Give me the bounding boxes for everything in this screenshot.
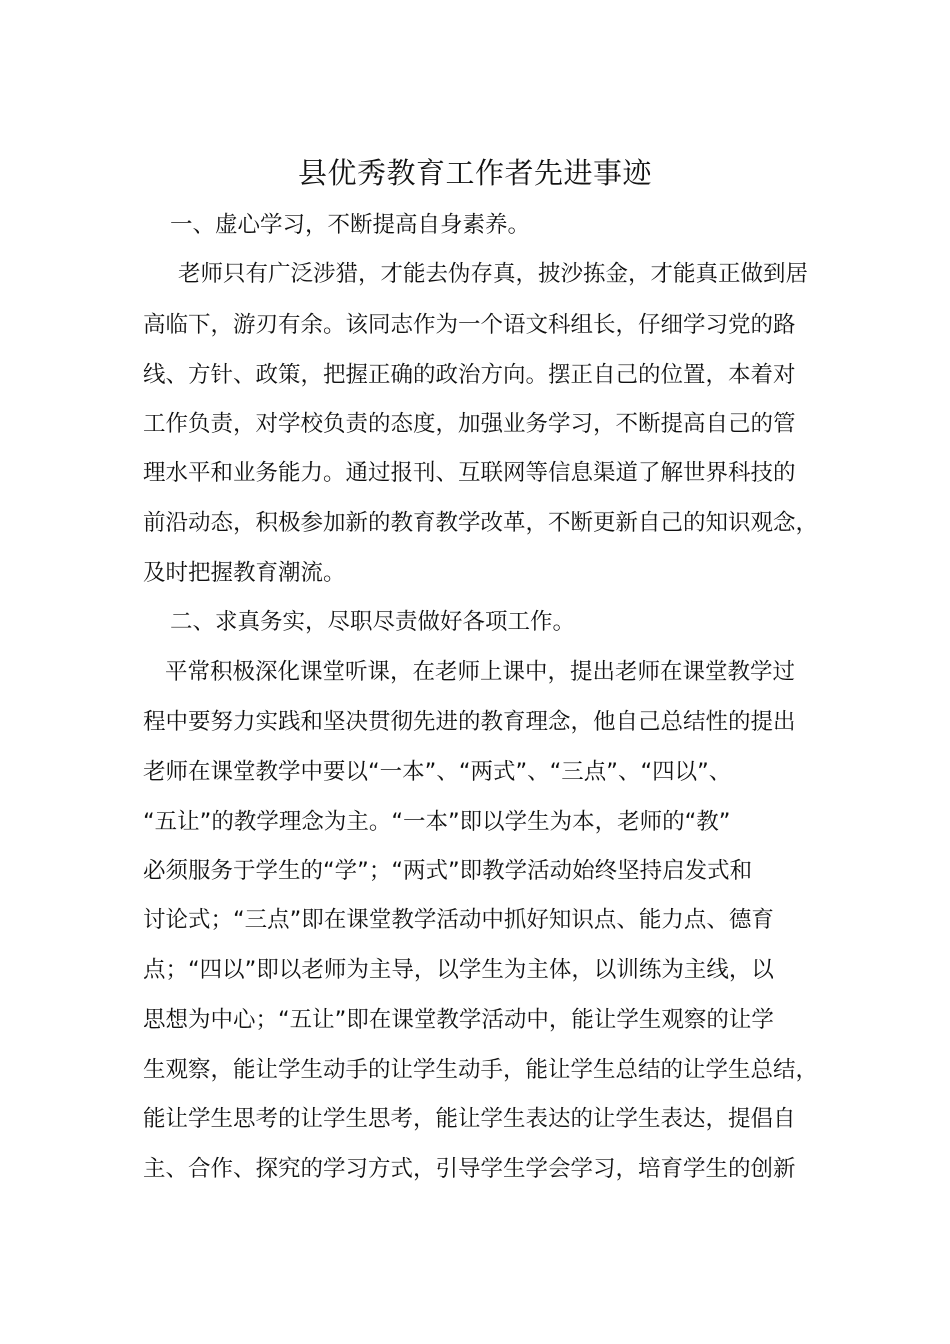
section1-line: 及时把握教育潮流。 — [143, 560, 346, 586]
section1-line: 前沿动态，积极参加新的教育教学改革，不断更新自己的知识观念， — [143, 510, 819, 536]
section1-line: 理水平和业务能力。通过报刊、互联网等信息渠道了解世界科技的 — [143, 460, 796, 486]
section2-line: 程中要努力实践和坚决贯彻先进的教育理念，他自己总结性的提出 — [143, 709, 796, 735]
section2-line: 主、合作、探究的学习方式，引导学生学会学习，培育学生的创新 — [143, 1156, 796, 1182]
document-title: 县优秀教育工作者先进事迹 — [297, 156, 652, 190]
section1-heading: 一、虚心学习，不断提高自身素养。 — [170, 212, 531, 238]
section2-line: 能让学生思考的让学生思考，能让学生表达的让学生表达，提倡自 — [143, 1106, 796, 1132]
section2-line: 思想为中心；“五让”即在课堂教学活动中，能让学生观察的让学 — [143, 1007, 774, 1033]
section2-line: 必须服务于学生的“学”；“两式”即教学活动始终坚持启发式和 — [143, 858, 753, 884]
section2-line: 平常积极深化课堂听课，在老师上课中，提出老师在课堂教学过 — [165, 659, 796, 685]
section2-heading: 二、求真务实，尽职尽责做好各项工作。 — [170, 609, 576, 635]
section2-line: 点；“四以”即以老师为主导，以学生为主体，以训练为主线，以 — [143, 957, 774, 983]
section2-line: “五让”的教学理念为主。“一本”即以学生为本，老师的“教” — [143, 809, 731, 835]
section2-line: 生观察，能让学生动手的让学生动手，能让学生总结的让学生总结， — [143, 1057, 819, 1083]
section1-line: 老师只有广泛涉猎，才能去伪存真，披沙拣金，才能真正做到居 — [178, 261, 809, 287]
section2-line: 老师在课堂教学中要以“一本”、“两式”、“三点”、“四以”、 — [143, 759, 732, 785]
section1-line: 线、方针、政策，把握正确的政治方向。摆正自己的位置，本着对 — [143, 362, 796, 388]
section2-line: 讨论式；“三点”即在课堂教学活动中抓好知识点、能力点、德育 — [143, 907, 774, 933]
section1-line: 工作负责，对学校负责的态度，加强业务学习，不断提高自己的管 — [143, 411, 796, 437]
section1-line: 高临下，游刃有余。该同志作为一个语文科组长，仔细学习党的路 — [143, 312, 796, 338]
